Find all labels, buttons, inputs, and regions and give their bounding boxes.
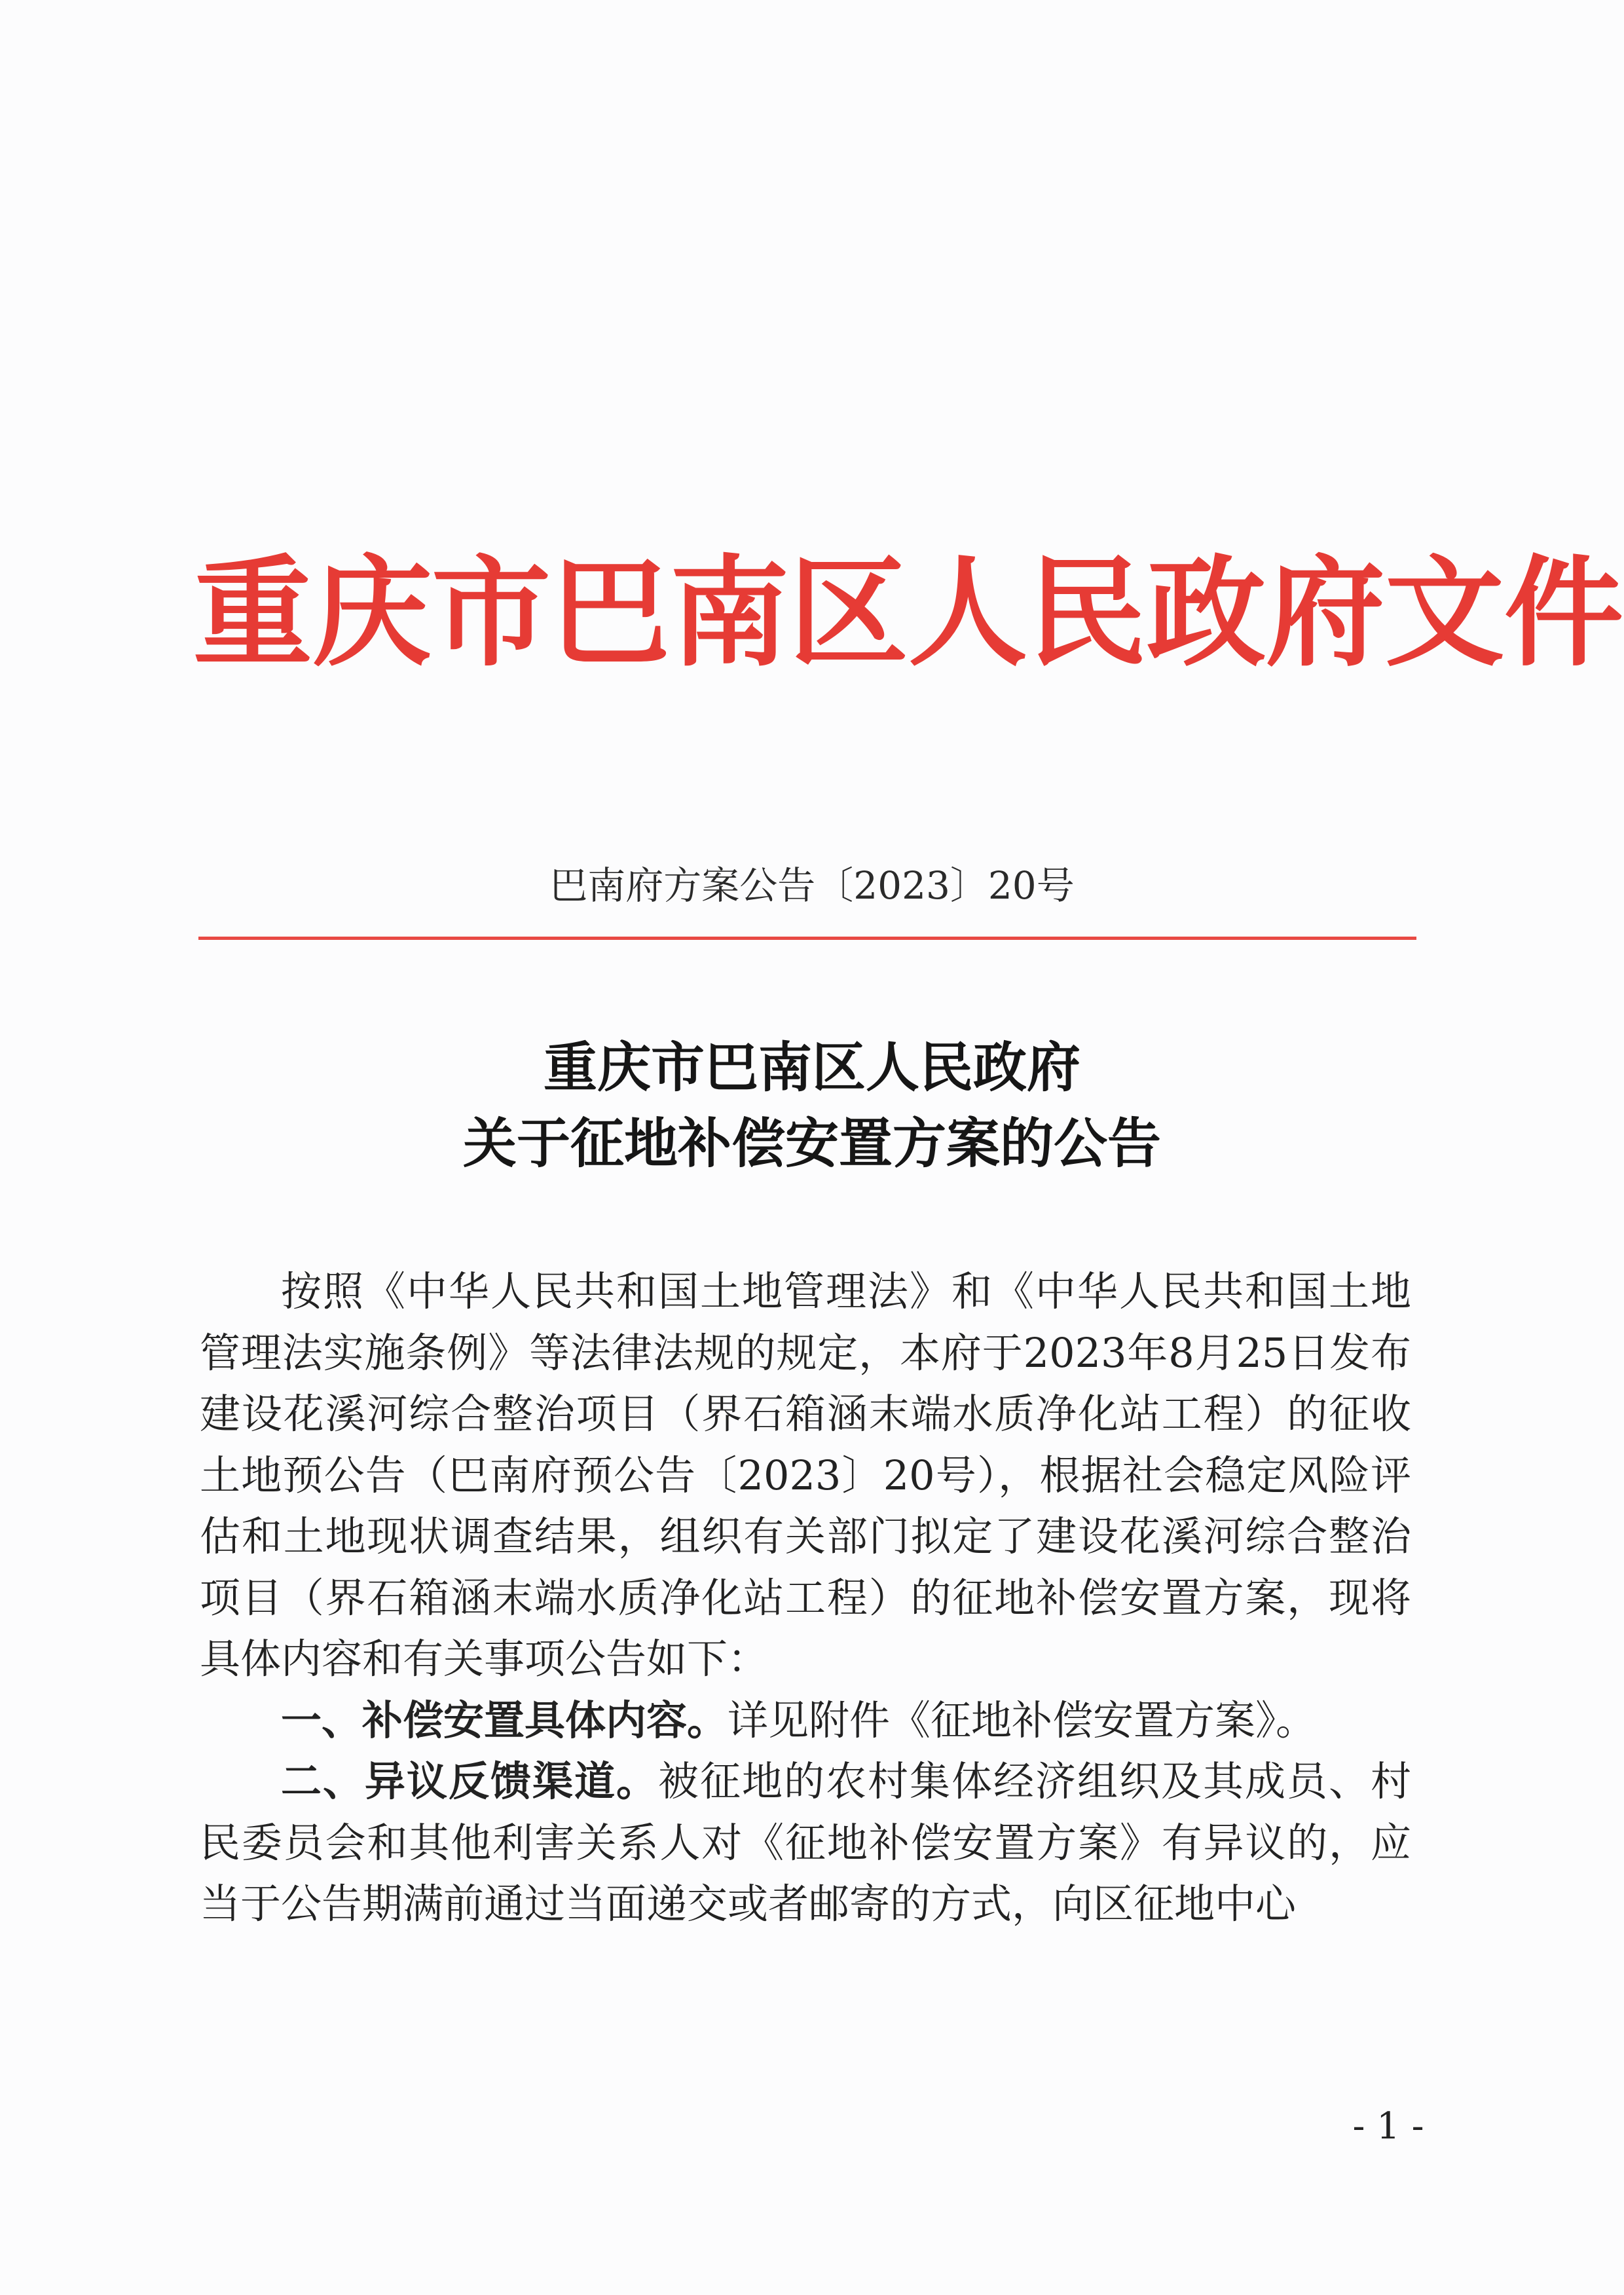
section-2-heading: 二、异议反馈渠道。 bbox=[281, 1757, 658, 1805]
section-2-paragraph bbox=[200, 1751, 1411, 1935]
masthead: 重庆市巴南区人民政府文件 bbox=[193, 542, 1623, 682]
title-line-2: 关于征地补偿安置方案的公告 bbox=[462, 1112, 1161, 1175]
section-1-heading: 一、补偿安置具体内容。 bbox=[281, 1696, 728, 1744]
section-2-text: 被征地的农村集体经济组织及其成员、村民委员会和其他利害关系人对《征地补偿安置方案》有异议的，应当于公告期满前通过当面递交或者邮寄的方式，向区征地中心 bbox=[200, 1757, 1411, 1928]
red-divider-line bbox=[198, 937, 1416, 940]
section-1-text: 详见附件《征地补偿安置方案》。 bbox=[728, 1696, 1317, 1744]
intro-paragraph: 按照《中华人民共和国土地管理法》和《中华人民共和国土地管理法实施条例》等法律法规的规定，本府于2023年8月25日发布建设花溪河综合整治项目（界石箱涵末端水质净化站工程）的征收土地预公告（巴南府预公告〔2023〕20号），根据社会稳定风险评估和土地现状调查结果，组织有关部门拟定了建设花溪河综合整治项目（界石箱涵末端水质净化站工程）的征地补偿安置方案，现将具体内容和有关事项公告如下： bbox=[200, 1267, 1411, 1683]
title-line-1: 重庆市巴南区人民政府 bbox=[543, 1036, 1080, 1099]
document-number: 巴南府方案公告〔2023〕20号 bbox=[549, 863, 1075, 908]
announcement-title bbox=[0, 1030, 1624, 1182]
page-number: - 1 - bbox=[1352, 2105, 1424, 2148]
announcement-body bbox=[200, 1261, 1411, 1935]
section-1-paragraph bbox=[200, 1690, 1411, 1751]
